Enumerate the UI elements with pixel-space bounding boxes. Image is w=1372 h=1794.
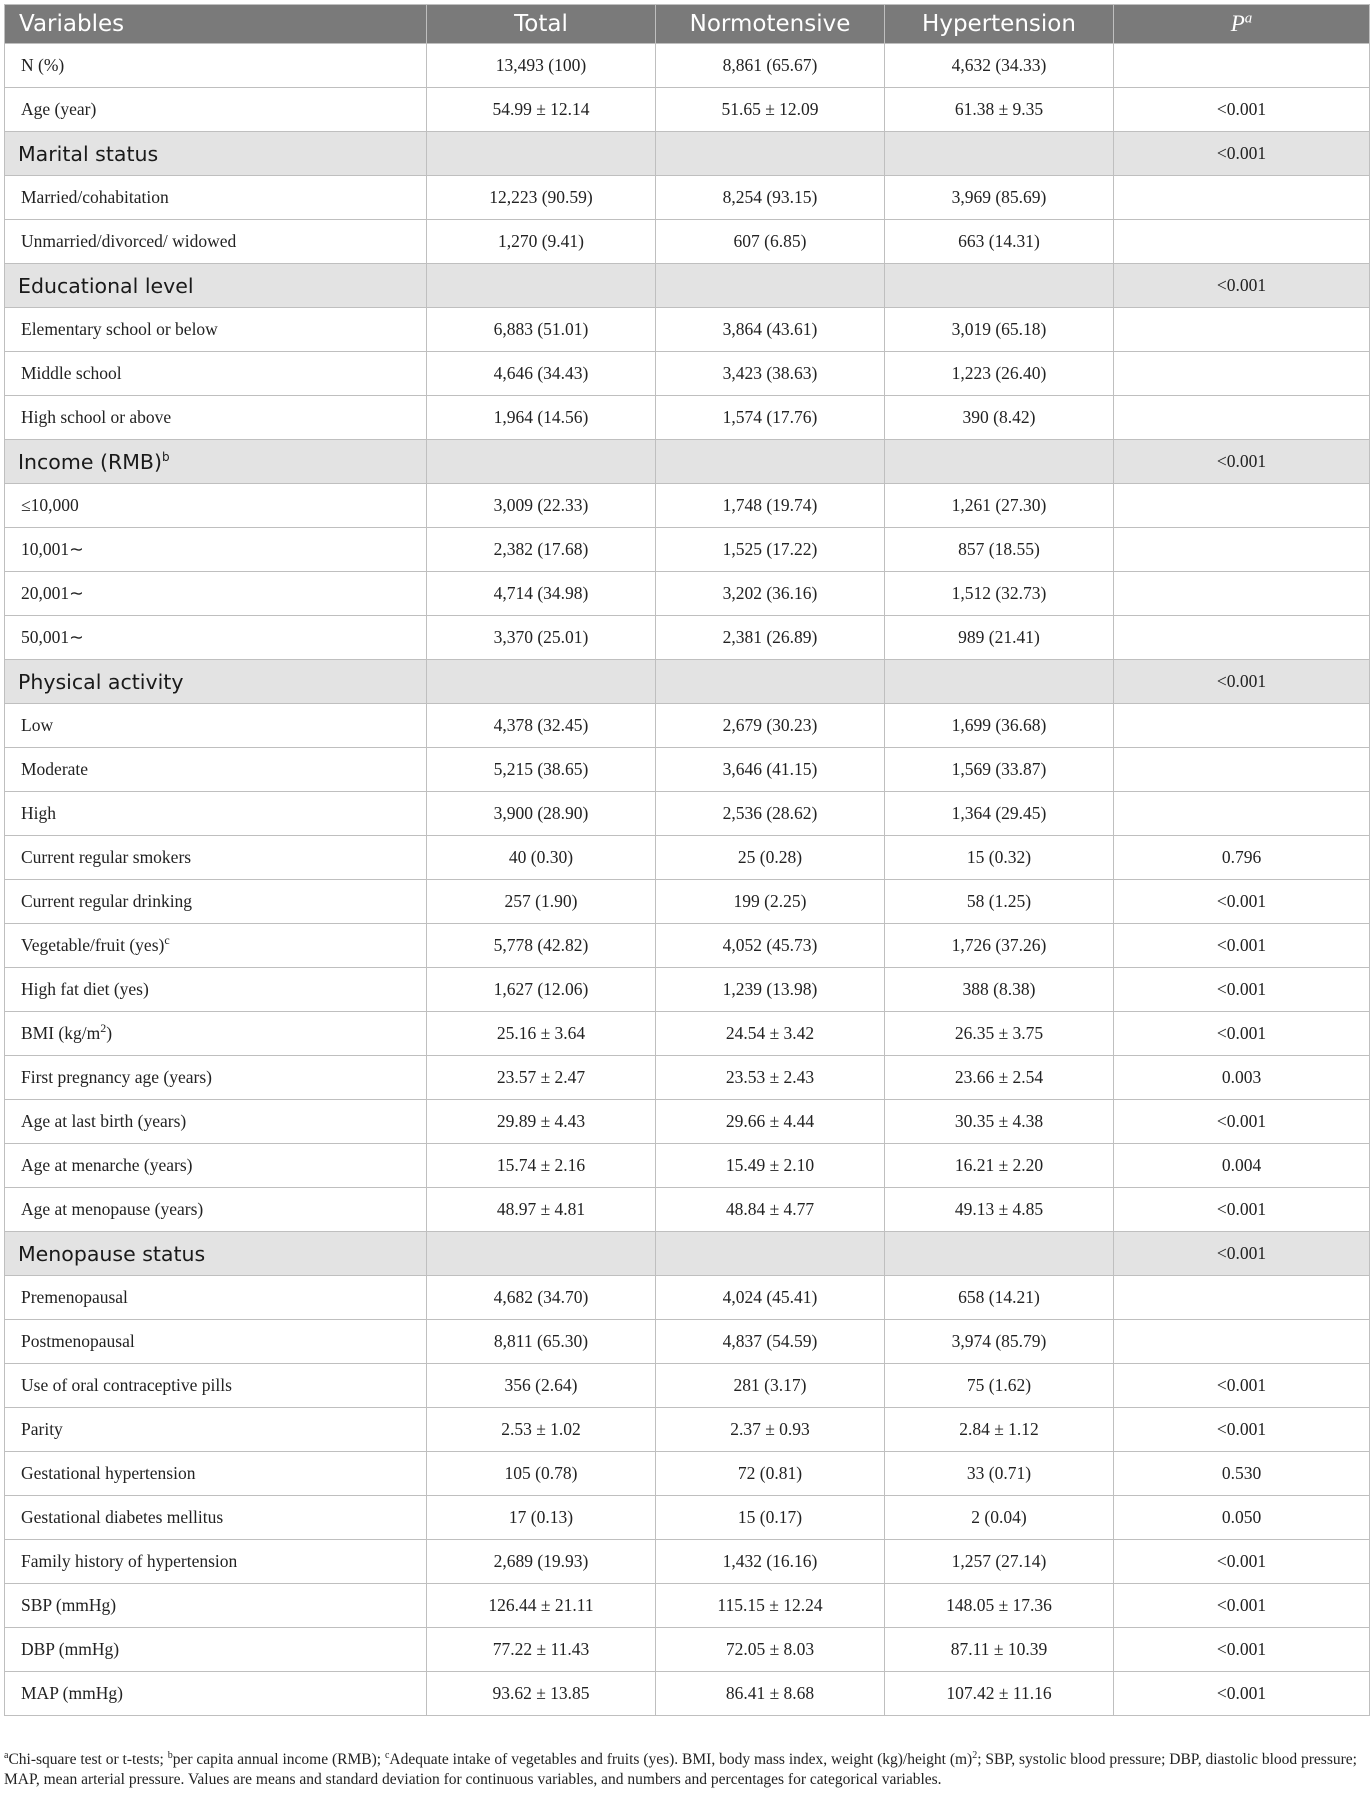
row-label-text: Menopause status — [18, 1241, 206, 1266]
header-p-superscript: a — [1244, 10, 1253, 27]
cell-total: 4,646 (34.43) — [427, 352, 656, 396]
table-row — [5, 176, 1370, 220]
cell-p-value: 0.530 — [1114, 1452, 1370, 1496]
row-label-text: Parity — [21, 1419, 63, 1439]
row-label-text: Educational level — [18, 273, 194, 298]
cell-normotensive: 3,646 (41.15) — [656, 748, 885, 792]
cell-normotensive: 72 (0.81) — [656, 1452, 885, 1496]
row-label-text: Married/cohabitation — [21, 187, 169, 207]
row-label — [5, 1584, 427, 1628]
cell-hypertension: 15 (0.32) — [885, 836, 1114, 880]
cell-p-value — [1114, 308, 1370, 352]
cell-p-value: <0.001 — [1114, 880, 1370, 924]
table-row — [5, 1408, 1370, 1452]
row-label — [5, 1188, 427, 1232]
cell-hypertension: 75 (1.62) — [885, 1364, 1114, 1408]
row-label — [5, 572, 427, 616]
cell-p-value — [1114, 616, 1370, 660]
row-label-text: High school or above — [21, 407, 172, 427]
row-label — [5, 1056, 427, 1100]
cell-p-value — [1114, 1276, 1370, 1320]
cell-normotensive: 2.37 ± 0.93 — [656, 1408, 885, 1452]
cell-hypertension: 4,632 (34.33) — [885, 44, 1114, 88]
cell-normotensive: 51.65 ± 12.09 — [656, 88, 885, 132]
cell-normotensive: 15 (0.17) — [656, 1496, 885, 1540]
cell-normotensive: 3,864 (43.61) — [656, 308, 885, 352]
cell-normotensive: 15.49 ± 2.10 — [656, 1144, 885, 1188]
cell-normotensive: 4,052 (45.73) — [656, 924, 885, 968]
row-label — [5, 1276, 427, 1320]
cell-total: 3,370 (25.01) — [427, 616, 656, 660]
cell-total: 23.57 ± 2.47 — [427, 1056, 656, 1100]
cell-hypertension: 33 (0.71) — [885, 1452, 1114, 1496]
cell-hypertension: 3,969 (85.69) — [885, 176, 1114, 220]
cell-total: 12,223 (90.59) — [427, 176, 656, 220]
table-row — [5, 1452, 1370, 1496]
table-row — [5, 748, 1370, 792]
cell-hypertension: 26.35 ± 3.75 — [885, 1012, 1114, 1056]
cell-hypertension: 1,364 (29.45) — [885, 792, 1114, 836]
cell-p-value: <0.001 — [1114, 88, 1370, 132]
cell-p-value — [1114, 704, 1370, 748]
table-row — [5, 1276, 1370, 1320]
cell-hypertension: 2 (0.04) — [885, 1496, 1114, 1540]
header-total: Total — [427, 5, 656, 44]
cell-normotensive: 8,254 (93.15) — [656, 176, 885, 220]
row-label — [5, 880, 427, 924]
table-row — [5, 528, 1370, 572]
row-label-text: MAP (mmHg) — [21, 1683, 123, 1703]
header-normotensive: Normotensive — [656, 5, 885, 44]
cell-p-value: <0.001 — [1114, 660, 1370, 704]
section-row — [5, 1232, 1370, 1276]
row-label-text: N (%) — [21, 55, 65, 75]
cell-total: 5,778 (42.82) — [427, 924, 656, 968]
table-row — [5, 1056, 1370, 1100]
row-label-text: Middle school — [21, 363, 122, 383]
row-label-text: Low — [21, 715, 54, 735]
cell-total: 1,270 (9.41) — [427, 220, 656, 264]
cell-p-value: <0.001 — [1114, 1232, 1370, 1276]
row-label-superscript: c — [164, 933, 170, 948]
cell-normotensive: 25 (0.28) — [656, 836, 885, 880]
row-label — [5, 1672, 427, 1716]
cell-hypertension: 658 (14.21) — [885, 1276, 1114, 1320]
table-row — [5, 572, 1370, 616]
cell-normotensive — [656, 660, 885, 704]
cell-normotensive: 86.41 ± 8.68 — [656, 1672, 885, 1716]
table-header — [5, 5, 1370, 44]
cell-p-value — [1114, 220, 1370, 264]
cell-normotensive: 2,536 (28.62) — [656, 792, 885, 836]
row-label-text: Gestational hypertension — [21, 1463, 196, 1483]
cell-p-value: <0.001 — [1114, 1672, 1370, 1716]
row-label — [5, 220, 427, 264]
row-label-text: Use of oral contraceptive pills — [21, 1375, 232, 1395]
cell-p-value: <0.001 — [1114, 924, 1370, 968]
cell-normotensive — [656, 264, 885, 308]
row-label-text: Age at menopause (years) — [21, 1199, 204, 1219]
row-label — [5, 1364, 427, 1408]
row-label — [5, 176, 427, 220]
cell-hypertension: 388 (8.38) — [885, 968, 1114, 1012]
cell-hypertension: 49.13 ± 4.85 — [885, 1188, 1114, 1232]
row-label-text: Postmenopausal — [21, 1331, 135, 1351]
cell-p-value — [1114, 352, 1370, 396]
row-label — [5, 748, 427, 792]
footnote-b-text: per capita annual income (RMB); — [172, 1751, 385, 1768]
row-label — [5, 1408, 427, 1452]
row-label-text: Gestational diabetes mellitus — [21, 1507, 224, 1527]
row-label-text: Premenopausal — [21, 1287, 128, 1307]
cell-p-value — [1114, 572, 1370, 616]
row-label — [5, 1540, 427, 1584]
cell-p-value — [1114, 484, 1370, 528]
cell-total — [427, 264, 656, 308]
row-label — [5, 616, 427, 660]
section-row — [5, 660, 1370, 704]
table-row — [5, 1144, 1370, 1188]
cell-p-value: 0.050 — [1114, 1496, 1370, 1540]
cell-normotensive: 3,423 (38.63) — [656, 352, 885, 396]
cell-hypertension: 30.35 ± 4.38 — [885, 1100, 1114, 1144]
row-label-text: Income (RMB) — [18, 449, 162, 474]
cell-total: 1,964 (14.56) — [427, 396, 656, 440]
row-label-text: High fat diet (yes) — [21, 979, 149, 999]
cell-total: 356 (2.64) — [427, 1364, 656, 1408]
row-label — [5, 660, 427, 704]
row-label — [5, 1232, 427, 1276]
cell-p-value — [1114, 176, 1370, 220]
cell-normotensive: 2,679 (30.23) — [656, 704, 885, 748]
row-label-text: BMI (kg/m — [21, 1023, 101, 1043]
table-row — [5, 1672, 1370, 1716]
cell-p-value: <0.001 — [1114, 132, 1370, 176]
header-row — [5, 5, 1370, 44]
cell-p-value: <0.001 — [1114, 1628, 1370, 1672]
cell-total: 8,811 (65.30) — [427, 1320, 656, 1364]
row-label — [5, 88, 427, 132]
cell-p-value: <0.001 — [1114, 1408, 1370, 1452]
cell-total — [427, 132, 656, 176]
footnote-rest-text: ; SBP, systolic blood pressure; DBP, diastolic blood pressure; MAP, mean arterial pressure. Values are means and standard deviation for continuous variables, and numbers and percentages for categorical variables. — [4, 1751, 1357, 1788]
cell-hypertension: 61.38 ± 9.35 — [885, 88, 1114, 132]
row-label — [5, 396, 427, 440]
cell-hypertension — [885, 132, 1114, 176]
row-label — [5, 1100, 427, 1144]
cell-total: 29.89 ± 4.43 — [427, 1100, 656, 1144]
cell-hypertension: 58 (1.25) — [885, 880, 1114, 924]
footnote-a-marker: a — [4, 1749, 9, 1761]
row-label-text: Current regular smokers — [21, 847, 192, 867]
header-p-value — [1114, 5, 1370, 44]
cell-normotensive: 29.66 ± 4.44 — [656, 1100, 885, 1144]
cell-p-value: <0.001 — [1114, 968, 1370, 1012]
cell-total: 48.97 ± 4.81 — [427, 1188, 656, 1232]
table-row — [5, 836, 1370, 880]
row-label — [5, 1320, 427, 1364]
cell-normotensive — [656, 440, 885, 484]
cell-total: 77.22 ± 11.43 — [427, 1628, 656, 1672]
characteristics-table — [4, 4, 1370, 1716]
row-label — [5, 440, 427, 484]
cell-total — [427, 1232, 656, 1276]
cell-normotensive: 8,861 (65.67) — [656, 44, 885, 88]
cell-hypertension: 16.21 ± 2.20 — [885, 1144, 1114, 1188]
row-label — [5, 264, 427, 308]
cell-total — [427, 440, 656, 484]
table-row — [5, 220, 1370, 264]
cell-total: 4,714 (34.98) — [427, 572, 656, 616]
footnote-b-marker: b — [167, 1749, 173, 1761]
cell-p-value — [1114, 44, 1370, 88]
cell-hypertension: 1,726 (37.26) — [885, 924, 1114, 968]
table-row — [5, 44, 1370, 88]
row-label-text: Elementary school or below — [21, 319, 218, 339]
cell-normotensive: 24.54 ± 3.42 — [656, 1012, 885, 1056]
cell-p-value — [1114, 528, 1370, 572]
cell-p-value — [1114, 396, 1370, 440]
row-label-text: Current regular drinking — [21, 891, 193, 911]
cell-total: 13,493 (100) — [427, 44, 656, 88]
footnote-squared-marker: 2 — [972, 1749, 978, 1761]
table-row — [5, 1540, 1370, 1584]
cell-hypertension — [885, 264, 1114, 308]
cell-total: 93.62 ± 13.85 — [427, 1672, 656, 1716]
cell-total: 4,378 (32.45) — [427, 704, 656, 748]
cell-total: 54.99 ± 12.14 — [427, 88, 656, 132]
table-row — [5, 1100, 1370, 1144]
row-label-text: First pregnancy age (years) — [21, 1067, 212, 1087]
cell-normotensive — [656, 132, 885, 176]
cell-total: 2,689 (19.93) — [427, 1540, 656, 1584]
cell-normotensive: 607 (6.85) — [656, 220, 885, 264]
row-label-tail: ) — [106, 1023, 113, 1043]
row-label-text: ≤10,000 — [21, 495, 79, 515]
row-label-text: 20,001∼ — [21, 583, 84, 603]
row-label — [5, 1452, 427, 1496]
cell-p-value: <0.001 — [1114, 1540, 1370, 1584]
cell-normotensive: 3,202 (36.16) — [656, 572, 885, 616]
cell-hypertension: 1,261 (27.30) — [885, 484, 1114, 528]
cell-hypertension: 107.42 ± 11.16 — [885, 1672, 1114, 1716]
cell-hypertension — [885, 440, 1114, 484]
cell-hypertension: 857 (18.55) — [885, 528, 1114, 572]
row-label — [5, 1496, 427, 1540]
cell-hypertension: 1,569 (33.87) — [885, 748, 1114, 792]
cell-hypertension: 1,223 (26.40) — [885, 352, 1114, 396]
table-row — [5, 88, 1370, 132]
cell-normotensive: 48.84 ± 4.77 — [656, 1188, 885, 1232]
row-label-text: DBP (mmHg) — [21, 1639, 120, 1659]
cell-total: 1,627 (12.06) — [427, 968, 656, 1012]
cell-hypertension: 390 (8.42) — [885, 396, 1114, 440]
row-label-text: Unmarried/divorced/ widowed — [21, 231, 237, 251]
row-label-text: Age at last birth (years) — [21, 1111, 187, 1131]
row-label — [5, 1012, 427, 1056]
row-label-text: High — [21, 803, 56, 823]
cell-total: 6,883 (51.01) — [427, 308, 656, 352]
row-label — [5, 528, 427, 572]
row-label — [5, 308, 427, 352]
cell-hypertension: 1,512 (32.73) — [885, 572, 1114, 616]
cell-total: 5,215 (38.65) — [427, 748, 656, 792]
row-label-superscript: 2 — [100, 1021, 107, 1036]
cell-normotensive: 2,381 (26.89) — [656, 616, 885, 660]
cell-p-value: 0.796 — [1114, 836, 1370, 880]
cell-normotensive: 72.05 ± 8.03 — [656, 1628, 885, 1672]
cell-p-value: <0.001 — [1114, 1100, 1370, 1144]
cell-hypertension: 663 (14.31) — [885, 220, 1114, 264]
row-label-text: Vegetable/fruit (yes) — [21, 935, 165, 955]
cell-total: 25.16 ± 3.64 — [427, 1012, 656, 1056]
cell-normotensive: 115.15 ± 12.24 — [656, 1584, 885, 1628]
cell-normotensive: 199 (2.25) — [656, 880, 885, 924]
cell-p-value — [1114, 792, 1370, 836]
row-label — [5, 44, 427, 88]
row-label — [5, 792, 427, 836]
cell-hypertension: 87.11 ± 10.39 — [885, 1628, 1114, 1672]
row-label-text: Marital status — [18, 141, 159, 166]
section-row — [5, 132, 1370, 176]
table-row — [5, 1320, 1370, 1364]
table-row — [5, 1584, 1370, 1628]
row-label-text: SBP (mmHg) — [21, 1595, 117, 1615]
cell-hypertension — [885, 1232, 1114, 1276]
cell-normotensive — [656, 1232, 885, 1276]
table-row — [5, 484, 1370, 528]
cell-normotensive: 1,574 (17.76) — [656, 396, 885, 440]
cell-p-value: <0.001 — [1114, 1584, 1370, 1628]
cell-hypertension: 148.05 ± 17.36 — [885, 1584, 1114, 1628]
header-p-label: P — [1230, 11, 1245, 36]
cell-total: 3,009 (22.33) — [427, 484, 656, 528]
cell-total: 40 (0.30) — [427, 836, 656, 880]
footnote-c-text: Adequate intake of vegetables and fruits (yes). BMI, body mass index, weight (kg)/height (m) — [389, 1751, 973, 1768]
row-label — [5, 484, 427, 528]
table-row — [5, 1188, 1370, 1232]
cell-p-value: <0.001 — [1114, 1188, 1370, 1232]
cell-total: 2.53 ± 1.02 — [427, 1408, 656, 1452]
cell-normotensive: 4,837 (54.59) — [656, 1320, 885, 1364]
table-row — [5, 308, 1370, 352]
row-label-superscript: b — [161, 449, 170, 464]
row-label — [5, 352, 427, 396]
cell-normotensive: 1,239 (13.98) — [656, 968, 885, 1012]
table-row — [5, 352, 1370, 396]
row-label — [5, 1144, 427, 1188]
row-label-text: Moderate — [21, 759, 89, 779]
table-row — [5, 704, 1370, 748]
cell-p-value — [1114, 1320, 1370, 1364]
cell-hypertension: 23.66 ± 2.54 — [885, 1056, 1114, 1100]
cell-normotensive: 23.53 ± 2.43 — [656, 1056, 885, 1100]
cell-total: 15.74 ± 2.16 — [427, 1144, 656, 1188]
cell-hypertension: 1,699 (36.68) — [885, 704, 1114, 748]
table-row — [5, 396, 1370, 440]
table-footnote — [4, 1750, 1366, 1790]
cell-normotensive: 1,432 (16.16) — [656, 1540, 885, 1584]
cell-p-value: 0.003 — [1114, 1056, 1370, 1100]
cell-hypertension: 1,257 (27.14) — [885, 1540, 1114, 1584]
cell-total: 17 (0.13) — [427, 1496, 656, 1540]
cell-normotensive: 4,024 (45.41) — [656, 1276, 885, 1320]
table-row — [5, 880, 1370, 924]
table-row — [5, 1012, 1370, 1056]
table-row — [5, 616, 1370, 660]
row-label — [5, 836, 427, 880]
cell-p-value: 0.004 — [1114, 1144, 1370, 1188]
cell-total: 3,900 (28.90) — [427, 792, 656, 836]
cell-total — [427, 660, 656, 704]
row-label — [5, 704, 427, 748]
table-row — [5, 792, 1370, 836]
cell-total: 126.44 ± 21.11 — [427, 1584, 656, 1628]
table-container — [4, 4, 1369, 1716]
table-row — [5, 924, 1370, 968]
row-label-text: 50,001∼ — [21, 627, 84, 647]
cell-total: 105 (0.78) — [427, 1452, 656, 1496]
footnote-a-text: Chi-square test or t-tests; — [8, 1751, 168, 1768]
row-label-text: Family history of hypertension — [21, 1551, 238, 1571]
table-row — [5, 1496, 1370, 1540]
cell-hypertension: 2.84 ± 1.12 — [885, 1408, 1114, 1452]
cell-p-value: <0.001 — [1114, 1012, 1370, 1056]
cell-hypertension: 989 (21.41) — [885, 616, 1114, 660]
header-hypertension: Hypertension — [885, 5, 1114, 44]
row-label — [5, 968, 427, 1012]
cell-total: 4,682 (34.70) — [427, 1276, 656, 1320]
row-label-text: Physical activity — [18, 669, 184, 694]
cell-hypertension: 3,974 (85.79) — [885, 1320, 1114, 1364]
footnote-c-marker: c — [384, 1749, 390, 1761]
table-row — [5, 1364, 1370, 1408]
cell-total: 257 (1.90) — [427, 880, 656, 924]
row-label-text: Age at menarche (years) — [21, 1155, 193, 1175]
cell-p-value: <0.001 — [1114, 440, 1370, 484]
table-row — [5, 1628, 1370, 1672]
cell-p-value: <0.001 — [1114, 1364, 1370, 1408]
cell-normotensive: 281 (3.17) — [656, 1364, 885, 1408]
cell-p-value — [1114, 748, 1370, 792]
section-row — [5, 440, 1370, 484]
header-variables: Variables — [5, 5, 427, 44]
cell-hypertension — [885, 660, 1114, 704]
cell-normotensive: 1,748 (19.74) — [656, 484, 885, 528]
cell-p-value: <0.001 — [1114, 264, 1370, 308]
cell-hypertension: 3,019 (65.18) — [885, 308, 1114, 352]
section-row — [5, 264, 1370, 308]
row-label — [5, 132, 427, 176]
row-label-text: Age (year) — [21, 99, 97, 119]
row-label — [5, 924, 427, 968]
cell-normotensive: 1,525 (17.22) — [656, 528, 885, 572]
row-label-text: 10,001∼ — [21, 539, 84, 559]
cell-total: 2,382 (17.68) — [427, 528, 656, 572]
row-label — [5, 1628, 427, 1672]
table-body — [5, 44, 1370, 1716]
table-row — [5, 968, 1370, 1012]
